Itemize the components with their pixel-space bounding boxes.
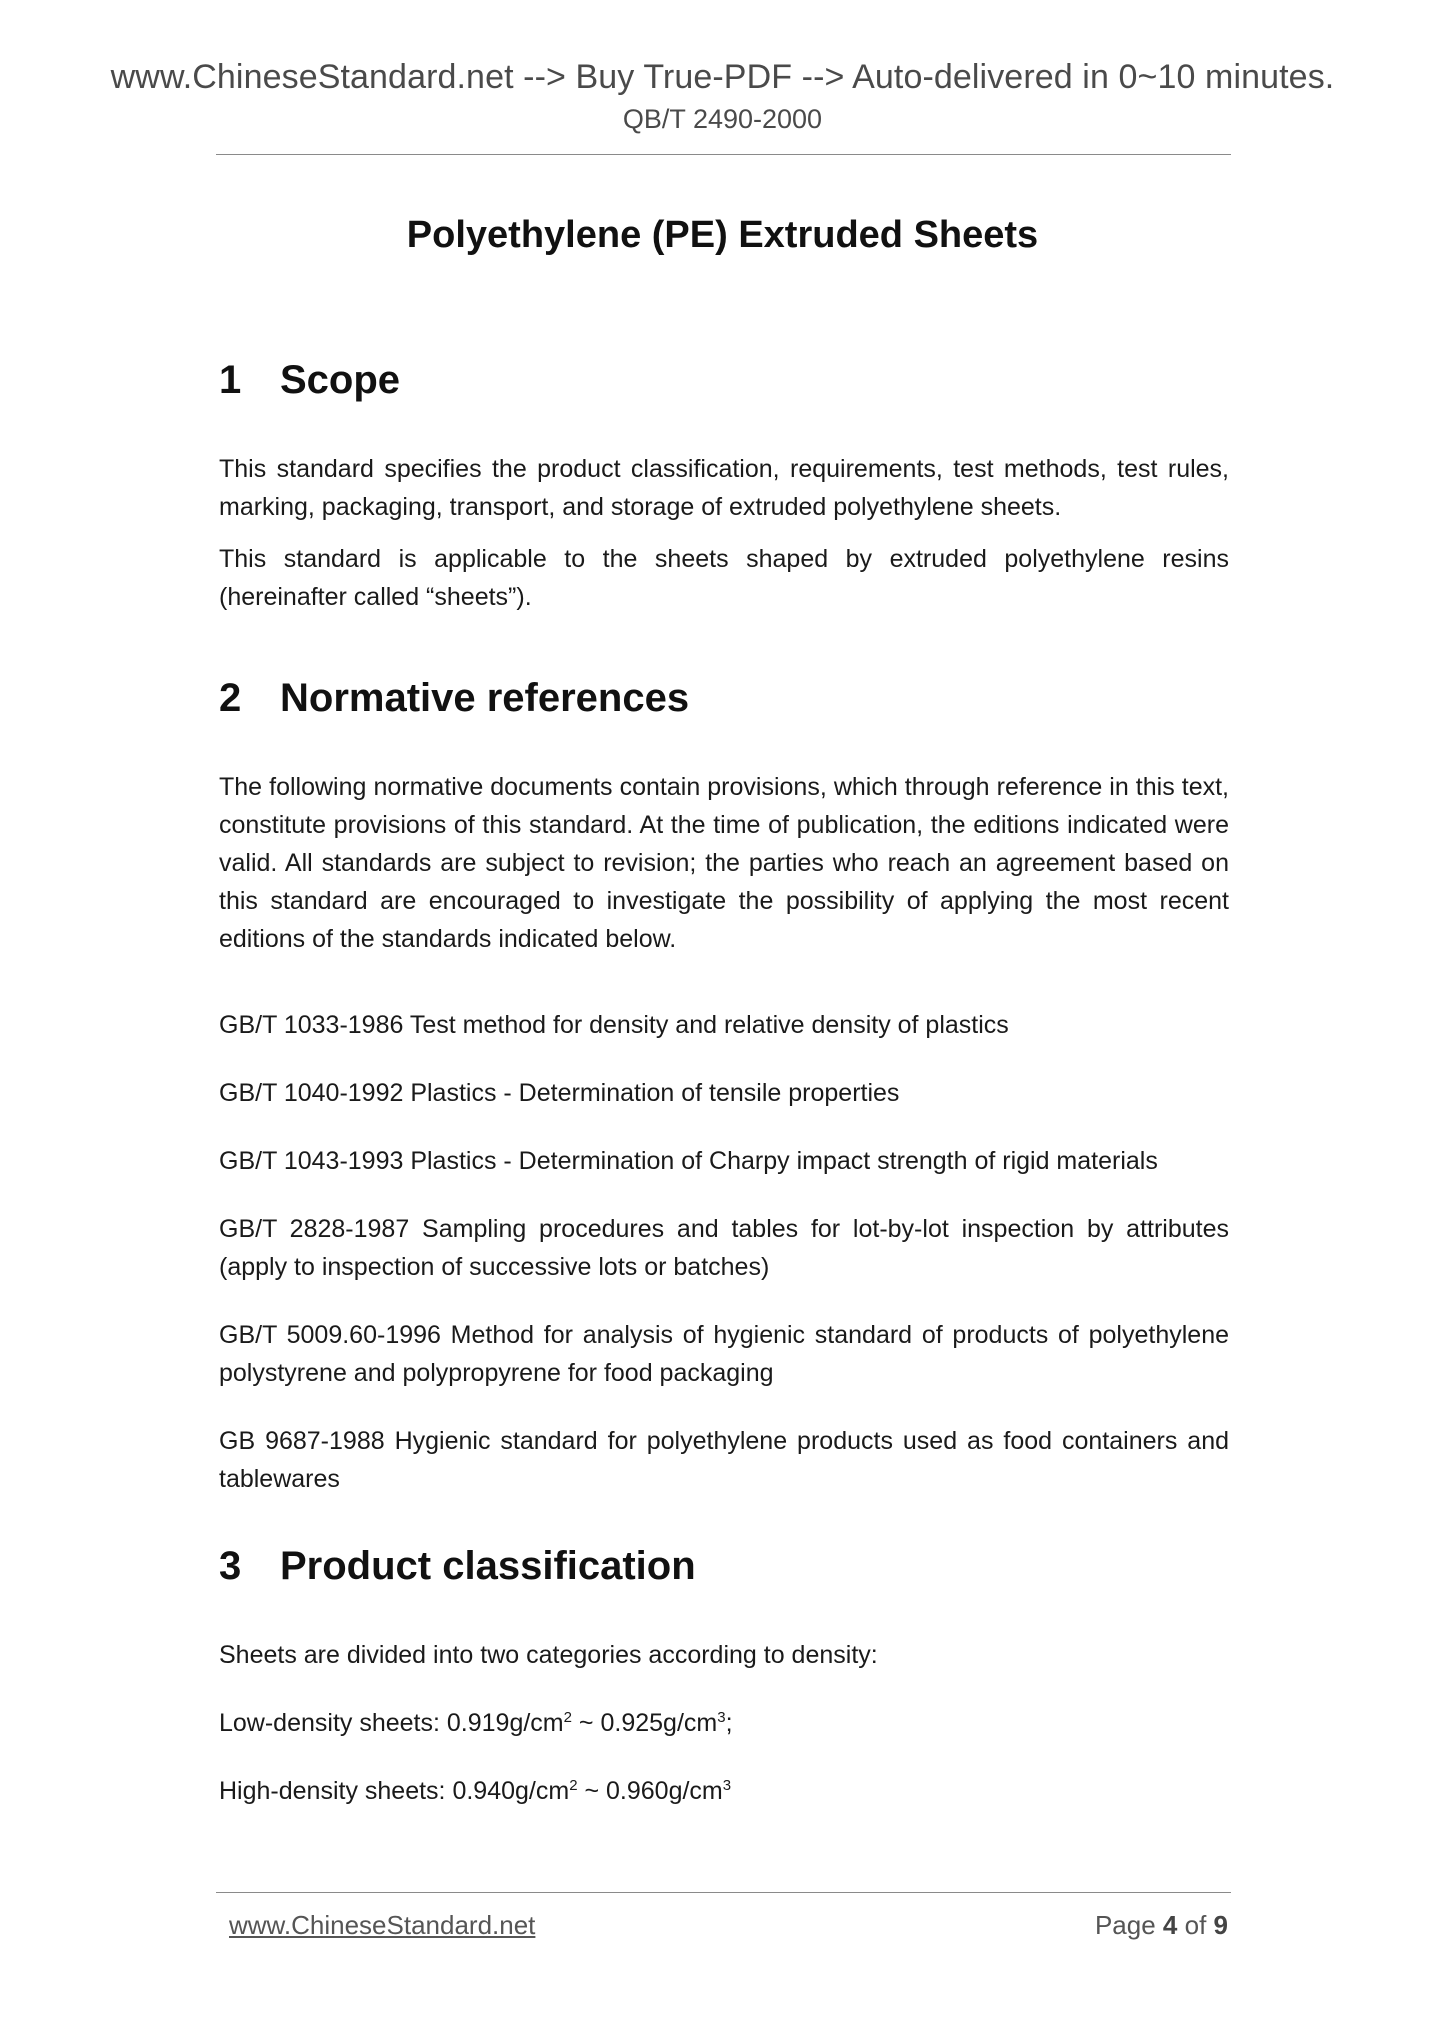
reference-item: GB/T 1033-1986 Test method for density and relative density of plastics (219, 1011, 1009, 1039)
low-density-range (219, 1704, 1229, 1742)
normative-intro-paragraph: The following normative documents contain provisions, which through reference in this text, constitute provisions of this standard. At the time of publication, the editions indicated were valid. All standards are subject to revision; the parties who reach an agreement based on this standard are encouraged to investigate the possibility of applying the most recent editions of the standards indicated below. (219, 773, 1229, 953)
section-number: 1 (219, 358, 242, 402)
page-prefix: Page (1094, 1910, 1163, 1940)
reference-item: GB/T 1040-1992 Plastics - Determination of tensile properties (219, 1079, 900, 1107)
classification-intro: Sheets are divided into two categories according to density: (219, 1641, 878, 1669)
scope-paragraph-2: This standard is applicable to the sheets shaped by extruded polyethylene resins (hereinafter called “sheets”). (219, 545, 1229, 611)
density-upper: ~ 0.960g/cm (577, 1777, 723, 1805)
high-density-range (219, 1772, 1229, 1810)
footer-site-link[interactable]: www.ChineseStandard.net (229, 1910, 536, 1940)
reference-item: GB/T 2828-1987 Sampling procedures and tables for lot-by-lot inspection by attributes (apply to inspection of successive lots or batches) (219, 1215, 1229, 1281)
section-number: 3 (219, 1544, 242, 1588)
section-title: Product classification (280, 1544, 696, 1588)
section-heading-normative-references (219, 676, 689, 721)
section-heading-scope (219, 358, 400, 403)
density-exponent: 2 (569, 1777, 578, 1794)
header-divider (216, 154, 1231, 155)
section-number: 2 (219, 676, 242, 720)
reference-item: GB 9687-1988 Hygienic standard for polyethylene products used as food containers and tablewares (219, 1427, 1229, 1493)
page-indicator (1095, 1910, 1228, 1941)
density-upper: ~ 0.925g/cm (571, 1709, 718, 1737)
standard-code: QB/T 2490-2000 (622, 104, 823, 134)
section-heading-product-classification (219, 1544, 696, 1589)
page-separator: of (1177, 1910, 1214, 1940)
document-title: Polyethylene (PE) Extruded Sheets (406, 214, 1039, 256)
section-title: Normative references (280, 676, 690, 720)
reference-item: GB/T 1043-1993 Plastics - Determination of Charpy impact strength of rigid materials (219, 1147, 1158, 1175)
density-exponent: 3 (722, 1777, 732, 1794)
section-title: Scope (280, 358, 401, 402)
density-exponent: 3 (717, 1709, 726, 1726)
scope-paragraph-1: This standard specifies the product classification, requirements, test methods, test rules, marking, packaging, transport, and storage of extruded polyethylene sheets. (219, 455, 1229, 521)
page-current: 4 (1162, 1910, 1178, 1940)
reference-item: GB/T 5009.60-1996 Method for analysis of hygienic standard of products of polyethylene polystyrene and polypropyrene for food packaging (219, 1321, 1229, 1387)
density-label: High-density sheets: 0.940g/cm (219, 1777, 570, 1805)
density-exponent: 2 (563, 1709, 572, 1726)
density-end: ; (725, 1709, 733, 1737)
density-label: Low-density sheets: 0.919g/cm (219, 1709, 564, 1737)
site-banner[interactable]: www.ChineseStandard.net --> Buy True-PDF --> Auto-delivered in 0~10 minutes. (110, 58, 1335, 96)
footer-divider (216, 1892, 1231, 1893)
page-total: 9 (1213, 1910, 1228, 1940)
